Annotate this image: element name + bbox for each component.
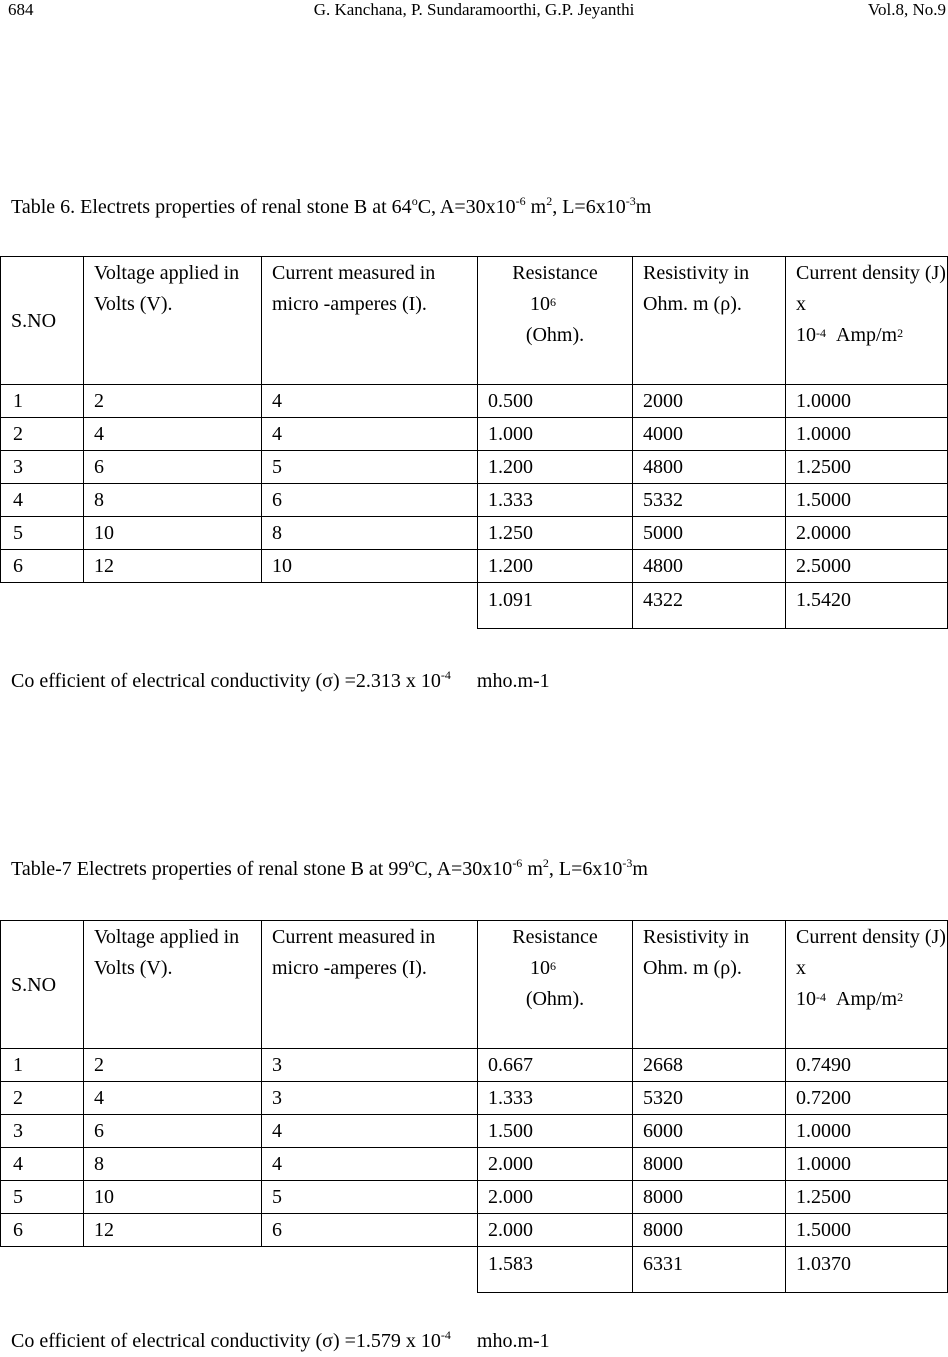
col-resistivity-header: Resistivity in Ohm. m (ρ).: [633, 257, 786, 385]
cell-sno: 4: [1, 1148, 84, 1181]
table-row: [1, 1181, 948, 1214]
col-current-header: Current measured in micro -amperes (I).: [262, 921, 478, 1049]
cell-density: 1.2500: [786, 1181, 948, 1214]
col-voltage-header: Voltage applied in Volts (V).: [84, 257, 262, 385]
col-voltage-header: Voltage applied in Volts (V).: [84, 921, 262, 1049]
cell-current: 6: [262, 484, 478, 517]
cell-resistivity: 6000: [633, 1115, 786, 1148]
cell-resistivity: 8000: [633, 1214, 786, 1247]
cell-sno: 2: [1, 1082, 84, 1115]
cell-sno: 6: [1, 550, 84, 583]
summary-resistance: 1.091: [478, 583, 633, 629]
cell-resistivity: 8000: [633, 1148, 786, 1181]
cell-sno: 3: [1, 451, 84, 484]
cell-resistance: 1.500: [478, 1115, 633, 1148]
cell-sno: 3: [1, 1115, 84, 1148]
cell-sno: 2: [1, 418, 84, 451]
col-resistance-header: Resistance $10^6$ (Ohm).: [478, 257, 633, 385]
col-density-header: Current density (J) x $10^{-4}$ Amp/$m^2$: [786, 921, 948, 1049]
cell-current: 3: [262, 1049, 478, 1082]
summary-resistance: 1.583: [478, 1247, 633, 1293]
cell-resistance: 1.333: [478, 484, 633, 517]
summary-density: 1.5420: [786, 583, 948, 629]
col-sno-header: S.NO: [1, 921, 84, 1049]
col-resistivity-header: Resistivity in Ohm. m (ρ).: [633, 921, 786, 1049]
cell-voltage: 4: [84, 418, 262, 451]
cell-current: 8: [262, 517, 478, 550]
cell-resistivity: 5000: [633, 517, 786, 550]
cell-resistivity: 8000: [633, 1181, 786, 1214]
cell-resistivity: 2668: [633, 1049, 786, 1082]
cell-voltage: 12: [84, 550, 262, 583]
cell-resistance: 0.500: [478, 385, 633, 418]
cell-voltage: 2: [84, 1049, 262, 1082]
table-row: [1, 418, 948, 451]
cell-current: 4: [262, 418, 478, 451]
cell-density: 1.5000: [786, 1214, 948, 1247]
cell-resistance: 1.000: [478, 418, 633, 451]
cell-current: 4: [262, 385, 478, 418]
cell-resistance: 0.667: [478, 1049, 633, 1082]
table-row: [1, 451, 948, 484]
table-row: [1, 385, 948, 418]
cell-voltage: 10: [84, 517, 262, 550]
cell-sno: 1: [1, 1049, 84, 1082]
table7-summary-row: [1, 1247, 948, 1293]
cell-resistance: 1.250: [478, 517, 633, 550]
cell-resistance: 1.200: [478, 451, 633, 484]
running-header: [0, 0, 948, 30]
table6-caption: Table 6. Electrets properties of renal stone B at 64$^o$C, $A=30x10^{-6}$ $m^2$, $L=6x10^{-3}m$: [11, 194, 652, 218]
col-density-header: Current density (J) x $10^{-4}$ Amp/$m^2$: [786, 257, 948, 385]
cell-current: 5: [262, 1181, 478, 1214]
table6-header-row: [1, 257, 948, 385]
cell-voltage: 6: [84, 451, 262, 484]
cell-density: 1.0000: [786, 385, 948, 418]
table7-conductivity: Co efficient of electrical conductivity (σ) =1.579 x $10^{-4}$ mho.m-1: [11, 1328, 550, 1352]
cell-sno: 5: [1, 517, 84, 550]
cell-current: 10: [262, 550, 478, 583]
cell-resistivity: 2000: [633, 385, 786, 418]
cell-density: 2.5000: [786, 550, 948, 583]
cell-sno: 6: [1, 1214, 84, 1247]
cell-current: 3: [262, 1082, 478, 1115]
cell-voltage: 6: [84, 1115, 262, 1148]
table-row: [1, 1082, 948, 1115]
summary-resistivity: 6331: [633, 1247, 786, 1293]
table7-caption: Table-7 Electrets properties of renal stone B at 99$^o$C, $A=30x10^{-6}$ $m^2$, $L=6x10^{-3}m$: [11, 856, 648, 880]
cell-sno: 1: [1, 385, 84, 418]
cell-resistivity: 4800: [633, 451, 786, 484]
col-current-header: Current measured in micro -amperes (I).: [262, 257, 478, 385]
cell-voltage: 12: [84, 1214, 262, 1247]
cell-current: 6: [262, 1214, 478, 1247]
cell-density: 1.0000: [786, 418, 948, 451]
page-number: 684: [8, 0, 34, 19]
col-resistance-header: Resistance $10^6$ (Ohm).: [478, 921, 633, 1049]
cell-voltage: 2: [84, 385, 262, 418]
cell-voltage: 10: [84, 1181, 262, 1214]
cell-density: 1.0000: [786, 1115, 948, 1148]
cell-density: 1.0000: [786, 1148, 948, 1181]
table6-conductivity: Co efficient of electrical conductivity (σ) =2.313 x $10^{-4}$ mho.m-1: [11, 668, 550, 692]
cell-resistivity: 5320: [633, 1082, 786, 1115]
cell-resistivity: 4000: [633, 418, 786, 451]
cell-resistivity: 4800: [633, 550, 786, 583]
table-row: [1, 1148, 948, 1181]
cell-resistance: 2.000: [478, 1148, 633, 1181]
cell-voltage: 4: [84, 1082, 262, 1115]
table-row: [1, 1115, 948, 1148]
cell-density: 0.7200: [786, 1082, 948, 1115]
cell-current: 5: [262, 451, 478, 484]
cell-density: 1.5000: [786, 484, 948, 517]
cell-current: 4: [262, 1148, 478, 1181]
table6-summary-row: [1, 583, 948, 629]
cell-density: 0.7490: [786, 1049, 948, 1082]
cell-sno: 4: [1, 484, 84, 517]
cell-density: 2.0000: [786, 517, 948, 550]
table7-header-row: [1, 921, 948, 1049]
cell-resistance: 2.000: [478, 1181, 633, 1214]
table-row: [1, 1214, 948, 1247]
cell-density: 1.2500: [786, 451, 948, 484]
cell-resistance: 1.333: [478, 1082, 633, 1115]
col-sno-header: S.NO: [1, 257, 84, 385]
cell-voltage: 8: [84, 1148, 262, 1181]
table-row: [1, 550, 948, 583]
cell-resistivity: 5332: [633, 484, 786, 517]
table-row: [1, 484, 948, 517]
table-row: [1, 517, 948, 550]
cell-sno: 5: [1, 1181, 84, 1214]
table7: [0, 920, 948, 1293]
summary-resistivity: 4322: [633, 583, 786, 629]
header-authors: G. Kanchana, P. Sundaramoorthi, G.P. Jeyanthi: [313, 0, 635, 19]
table-row: [1, 1049, 948, 1082]
cell-resistance: 1.200: [478, 550, 633, 583]
cell-voltage: 8: [84, 484, 262, 517]
table6: [0, 256, 948, 629]
summary-density: 1.0370: [786, 1247, 948, 1293]
cell-resistance: 2.000: [478, 1214, 633, 1247]
header-volume: Vol.8, No.9: [867, 0, 946, 19]
cell-current: 4: [262, 1115, 478, 1148]
